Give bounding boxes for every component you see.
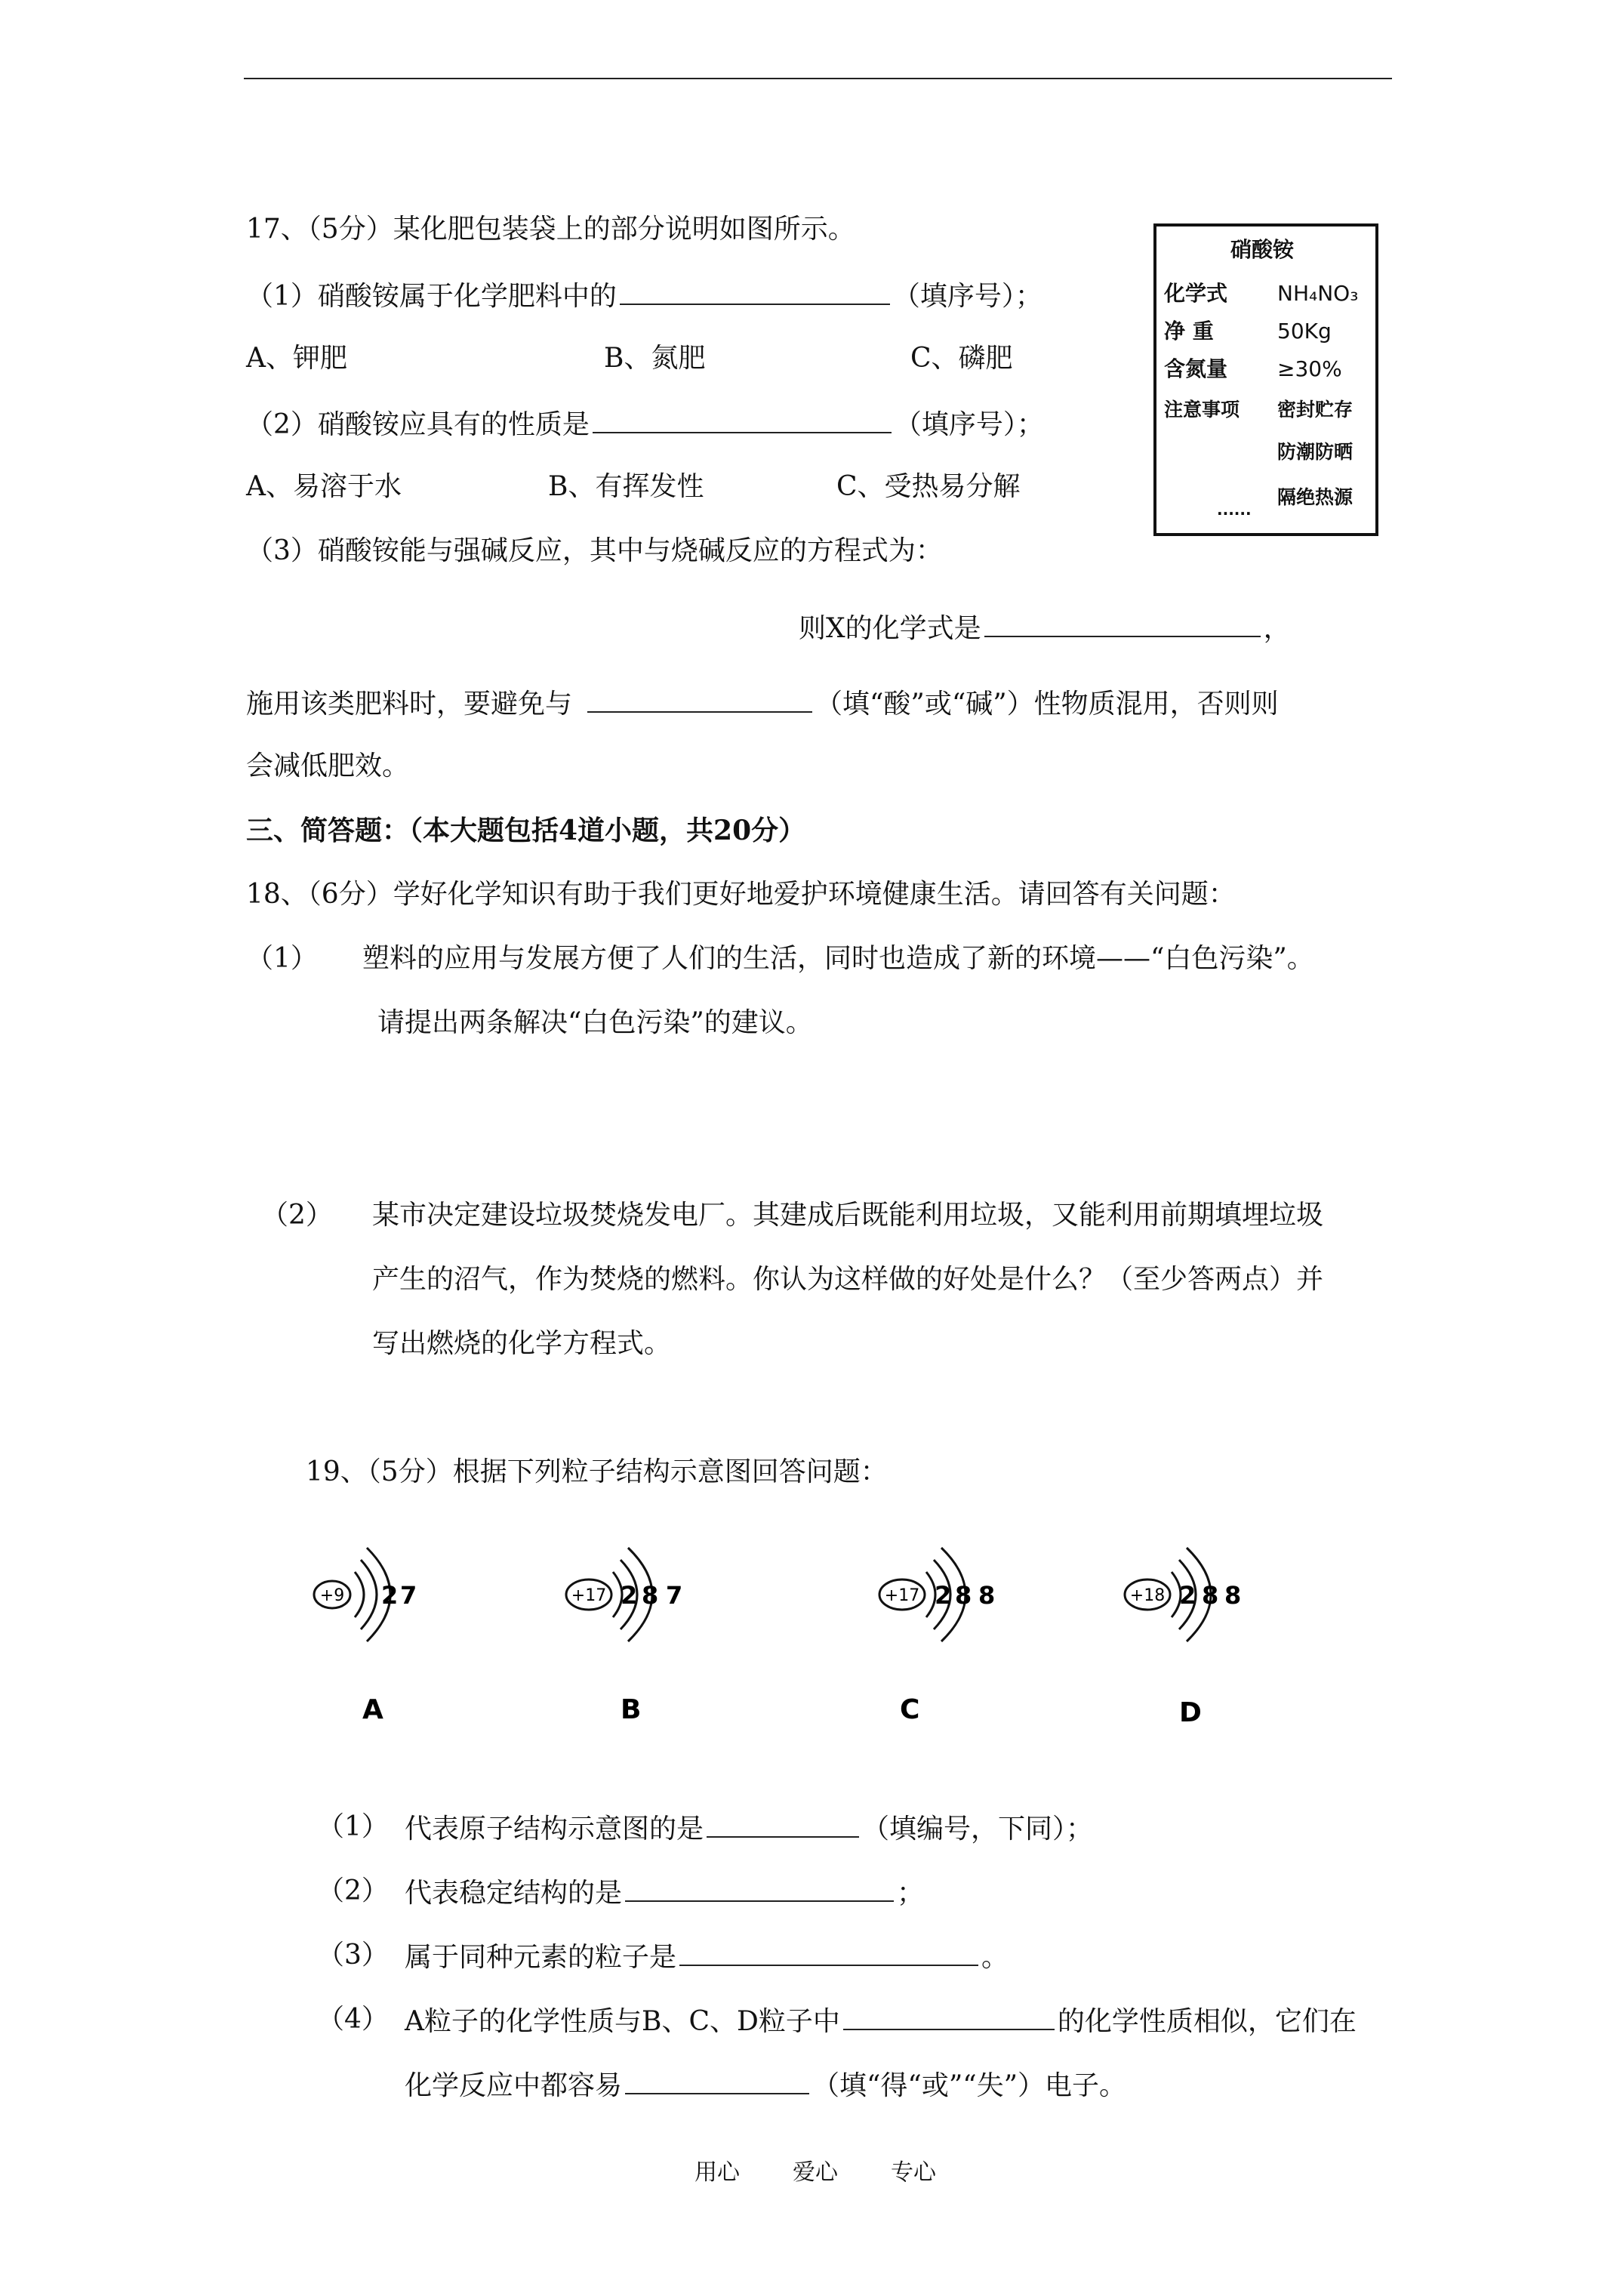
q17-apply-prefix: 施用该类肥料时，要避免与 xyxy=(246,689,573,720)
particle-c-label: C xyxy=(900,1694,920,1725)
label-title: 硝酸铵 xyxy=(1230,237,1295,262)
particle-c-shell-3: 8 xyxy=(978,1581,996,1610)
particle-c-shell-2: 8 xyxy=(955,1581,972,1610)
q18-part1-num: （1） xyxy=(246,943,318,974)
q19-part3-suffix: 。 xyxy=(981,1942,1009,1973)
particle-d xyxy=(1125,1548,1241,1728)
q19-part3-blank[interactable] xyxy=(679,1939,978,1966)
q17-p2-option-a: A、易溶于水 xyxy=(246,471,402,502)
q19-part1 xyxy=(405,1811,1093,1846)
q17-x-formula-suffix: ， xyxy=(1263,613,1291,644)
particle-b-shell-1: 2 xyxy=(621,1581,638,1610)
label-key-weight: 净 重 xyxy=(1164,319,1214,344)
q17-part1-prefix: （1）硝酸铵属于化学肥料中的 xyxy=(246,281,617,312)
q17-part2-suffix: （填序号）； xyxy=(894,409,1044,440)
label-dots: ...... xyxy=(1217,501,1252,519)
particle-a-nucleus-charge: +9 xyxy=(319,1586,345,1605)
q18-part2-line1: 某市决定建设垃圾焚烧发电厂。其建成后既能利用垃圾，又能利用前期填埋垃圾 xyxy=(372,1200,1324,1231)
label-key-nitrogen: 含氮量 xyxy=(1164,356,1228,381)
q18-part2-num: （2） xyxy=(261,1200,333,1231)
footer-text-2: 爱心 xyxy=(793,2159,838,2186)
q17-p1-option-a: A、钾肥 xyxy=(246,343,347,374)
q17-part1-suffix: （填序号）； xyxy=(892,281,1042,312)
particle-b-label: B xyxy=(621,1694,642,1725)
q17-part3: （3）硝酸铵能与强碱反应，其中与烧碱反应的方程式为： xyxy=(246,535,943,566)
q18-part1-line1: 塑料的应用与发展方便了人们的生活，同时也造成了新的环境——“白色污染”。 xyxy=(362,943,1314,974)
q19-part1-num: （1） xyxy=(317,1811,389,1842)
q19-part4-num: （4） xyxy=(317,2004,389,2035)
q19-part2-blank[interactable] xyxy=(625,1875,894,1902)
particle-a-arc-1 xyxy=(355,1572,364,1617)
label-key-formula: 化学式 xyxy=(1164,281,1228,306)
q19-part4-cont-prefix: 化学反应中都容易 xyxy=(405,2070,623,2101)
q19-part4-cont-suffix: （填“得“或”“失”）电子。 xyxy=(812,2070,1127,2101)
q19-part4-cont xyxy=(405,2067,1126,2103)
q19-part1-suffix: （填编号，下同）； xyxy=(862,1814,1094,1845)
footer-text-3: 专心 xyxy=(891,2159,936,2186)
particle-d-shell-3: 8 xyxy=(1224,1581,1242,1610)
q19-part1-blank[interactable] xyxy=(707,1811,859,1838)
q17-x-formula-prefix: 则X的化学式是 xyxy=(799,613,981,644)
label-value-nitrogen: ≥30% xyxy=(1277,356,1342,381)
particle-d-shell-2: 8 xyxy=(1202,1581,1219,1610)
q17-p2-option-b: B、有挥发性 xyxy=(548,471,704,502)
q19-part4-suffix: 的化学性质相似，它们在 xyxy=(1057,2006,1357,2037)
q18-title: 18、（6分）学好化学知识有助于我们更好地爱护环境健康生活。请回答有关问题： xyxy=(246,879,1236,910)
q19-part3 xyxy=(405,1939,1009,1974)
particle-b-shell-2: 8 xyxy=(642,1581,659,1610)
particle-a xyxy=(314,1548,417,1725)
q18-part1-line2: 请提出两条解决“白色污染”的建议。 xyxy=(377,1007,813,1038)
q18-part2-line3: 写出燃烧的化学方程式。 xyxy=(372,1328,672,1359)
section3-heading: 三、简答题：（本大题包括4道小题，共20分） xyxy=(246,815,806,846)
q19-part4-blank[interactable] xyxy=(843,2003,1055,2030)
particle-a-shell-2: 7 xyxy=(400,1581,417,1610)
particle-c xyxy=(879,1548,995,1725)
q17-p1-option-c: C、磷肥 xyxy=(910,343,1013,374)
q19-part3-prefix: 属于同种元素的粒子是 xyxy=(405,1942,677,1973)
q19-part4-prefix: A粒子的化学性质与B、C、D粒子中 xyxy=(405,2006,840,2037)
q19-part1-prefix: 代表原子结构示意图的是 xyxy=(405,1814,704,1845)
label-value-notice: 密封贮存 xyxy=(1277,399,1354,421)
particle-b-shell-3: 7 xyxy=(666,1581,683,1610)
q17-apply-suffix: （填“酸”或“碱”）性物质混用，否则则 xyxy=(815,689,1279,720)
q17-p1-option-b: B、氮肥 xyxy=(604,343,706,374)
q19-part2-suffix: ； xyxy=(897,1878,925,1909)
particle-a-shell-1: 2 xyxy=(381,1581,399,1610)
q19-part4-cont-blank[interactable] xyxy=(625,2067,809,2094)
q18-part2-line2: 产生的沼气，作为焚烧的燃料。你认为这样做的好处是什么？（至少答两点）并 xyxy=(372,1264,1324,1295)
particle-c-shell-1: 2 xyxy=(935,1581,952,1610)
q19-part3-num: （3） xyxy=(317,1940,389,1971)
footer-text-1: 用心 xyxy=(694,2159,740,2186)
label-value-weight: 50Kg xyxy=(1277,319,1332,344)
label-notice-extra-1: 防潮防晒 xyxy=(1277,441,1354,463)
particle-d-shell-1: 2 xyxy=(1179,1581,1196,1610)
q19-title: 19、（5分）根据下列粒子结构示意图回答问题： xyxy=(306,1456,888,1487)
particle-d-nucleus-charge: +18 xyxy=(1129,1586,1166,1605)
particle-c-nucleus-charge: +17 xyxy=(884,1586,920,1605)
q17-p2-option-c: C、受热易分解 xyxy=(836,471,1021,502)
q19-part2-num: （2） xyxy=(317,1875,389,1906)
particle-b xyxy=(566,1548,682,1725)
q19-part4 xyxy=(405,2003,1357,2039)
label-key-notice: 注意事项 xyxy=(1164,399,1240,421)
particle-a-label: A xyxy=(362,1694,383,1725)
q17-title: 17、（5分）某化肥包装袋上的部分说明如图所示。 xyxy=(246,214,855,245)
particle-d-label: D xyxy=(1179,1697,1202,1728)
q19-part2-prefix: 代表稳定结构的是 xyxy=(405,1878,623,1909)
label-notice-extra-2: 隔绝热源 xyxy=(1277,486,1354,508)
q17-part2-prefix: （2）硝酸铵应具有的性质是 xyxy=(246,409,590,440)
q17-apply-cont: 会减低肥效。 xyxy=(246,750,410,781)
particle-b-nucleus-charge: +17 xyxy=(571,1586,607,1605)
label-value-formula: NH₄NO₃ xyxy=(1277,281,1359,306)
q19-part2 xyxy=(405,1875,924,1910)
